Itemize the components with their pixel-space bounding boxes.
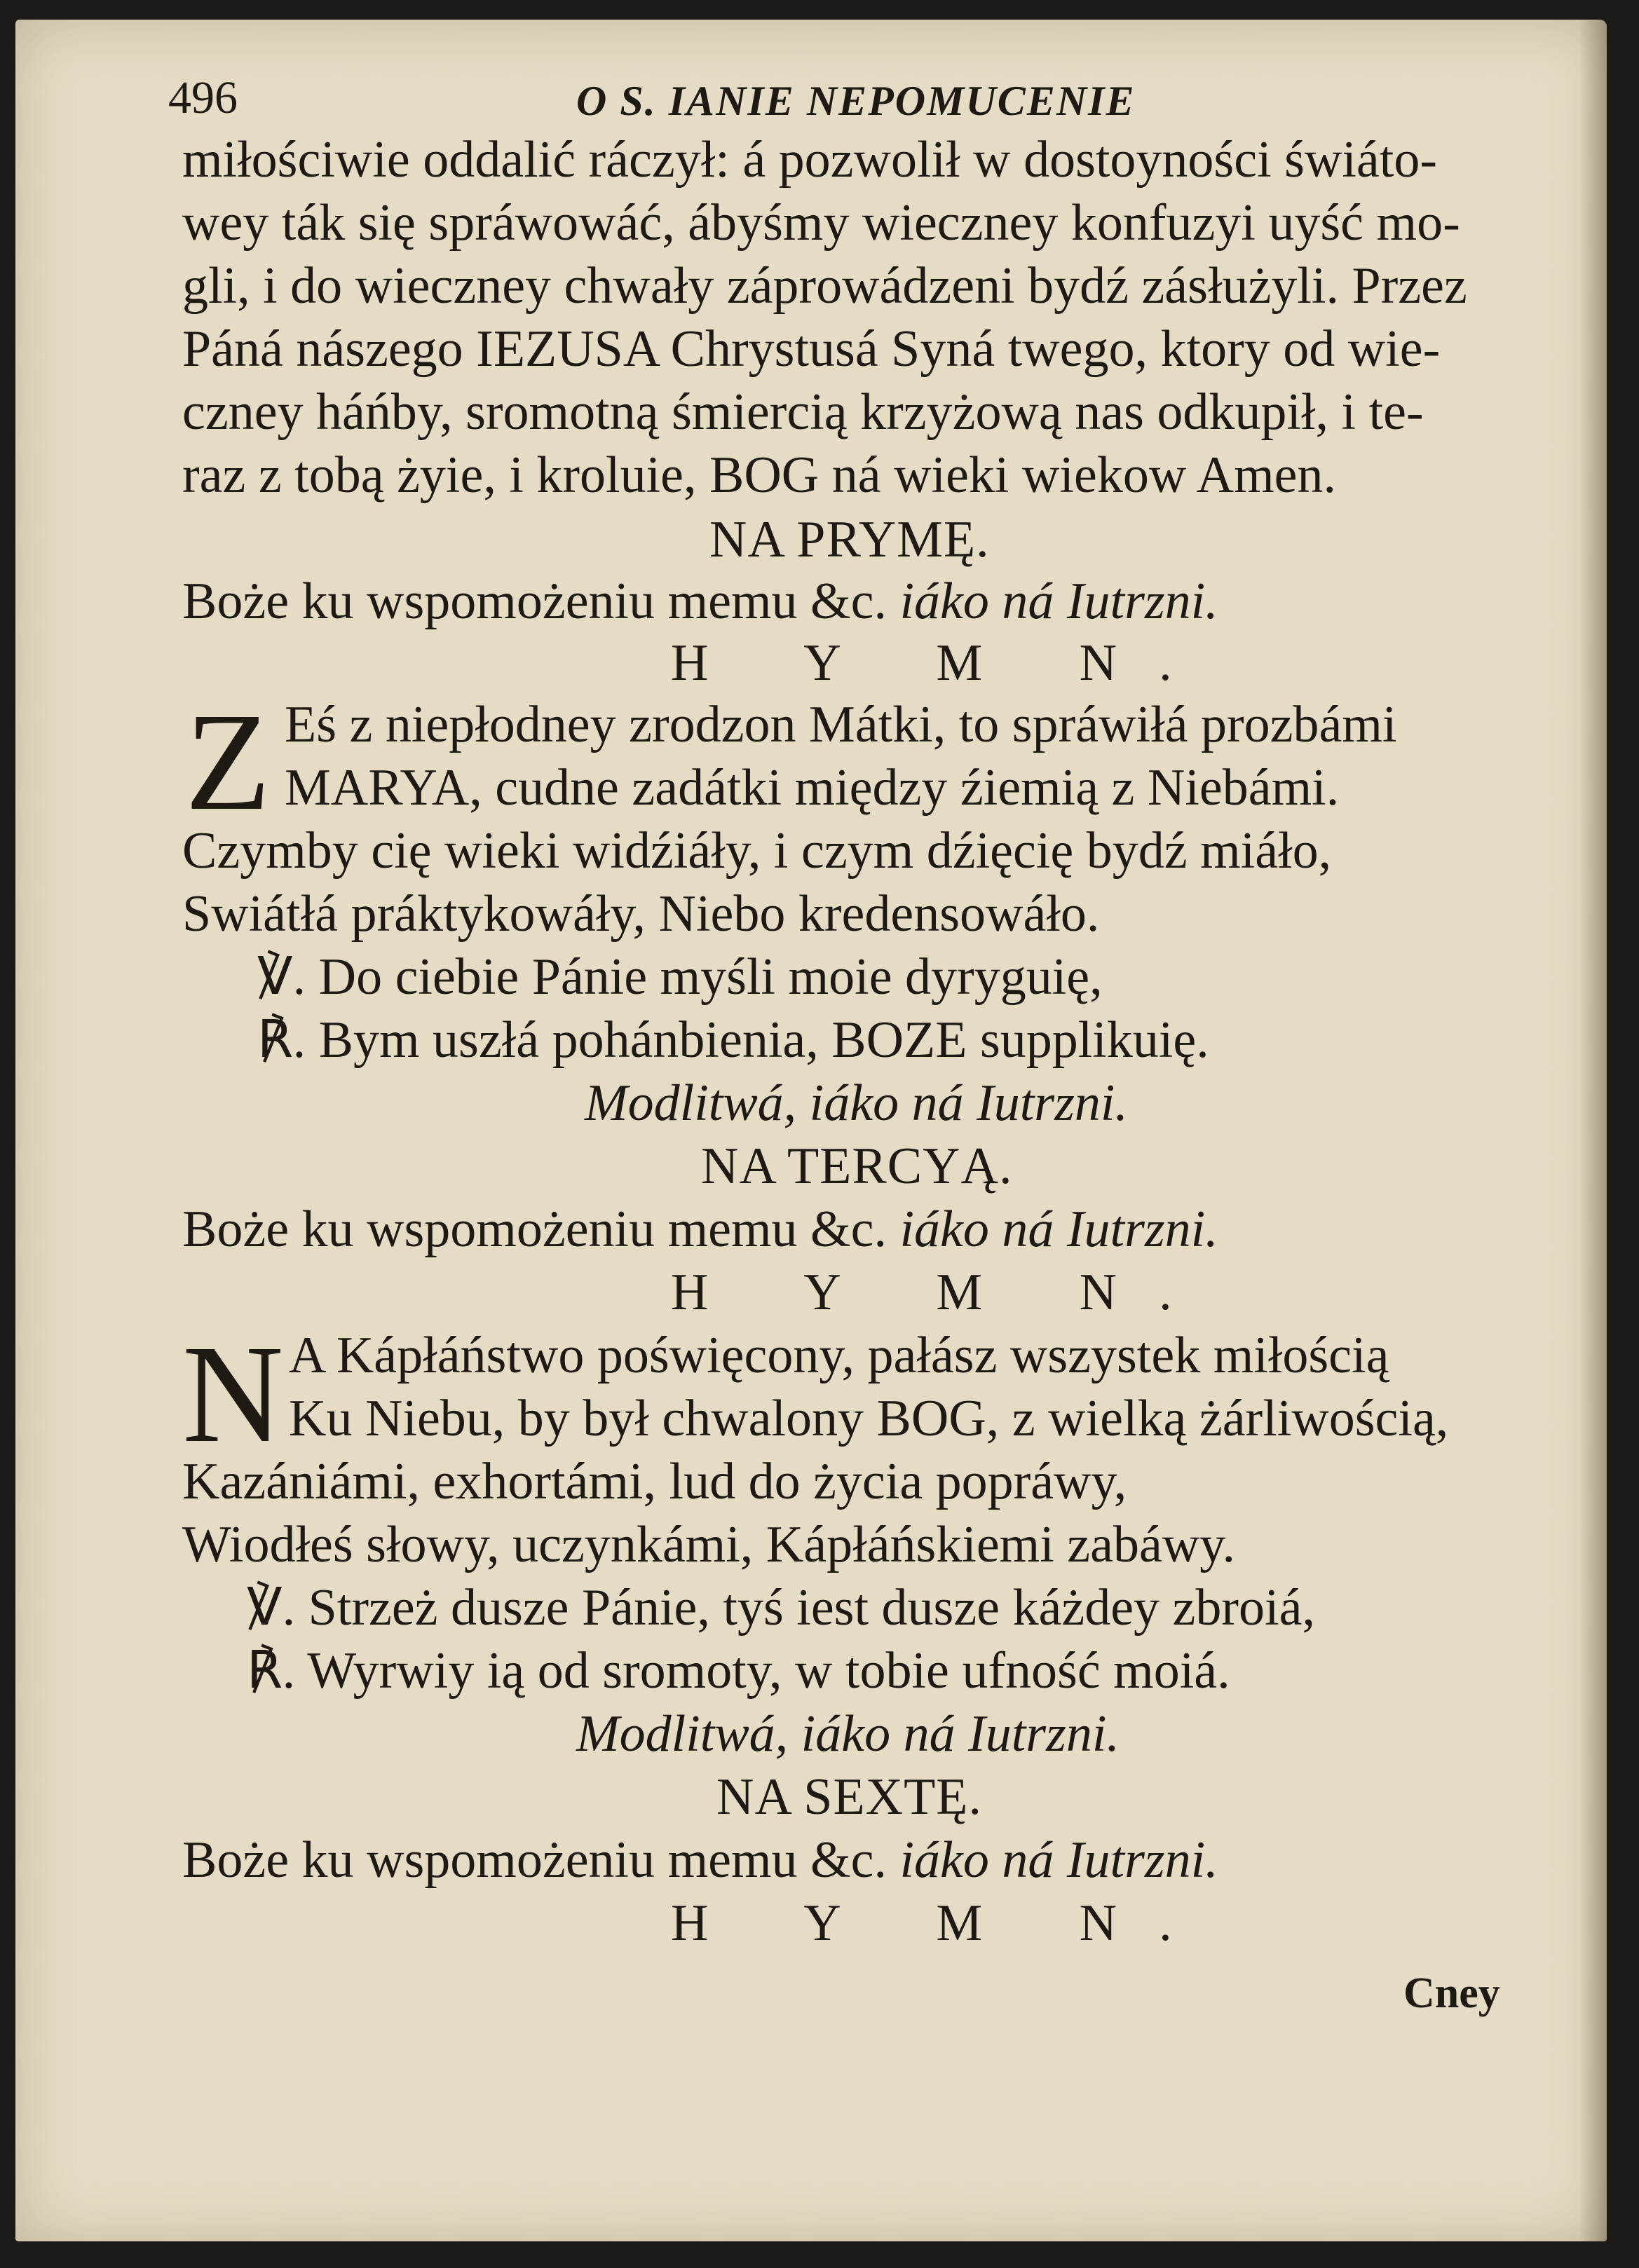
intro-line-tercja [182, 1201, 1218, 1257]
intro-text: Boże ku wspomożeniu memu &c. [182, 573, 887, 630]
intro-text: Boże ku wspomożeniu memu &c. [182, 1201, 887, 1258]
hymn-line: MARYA, cudne zadátki między źiemią z Niebámi. [285, 759, 1340, 817]
intro-text: Boże ku wspomożeniu memu &c. [182, 1831, 887, 1889]
prose-line: wey ták się spráwowáć, ábyśmy wieczney konfuzyi uyść mo- [182, 194, 1460, 252]
section-heading-tercja: NA TERCYĄ. [701, 1138, 1013, 1195]
prose-line: Páná nászego IEZUSA Chrystusá Syná twego, ktory od wie- [182, 320, 1441, 378]
section-heading-pryma: NA PRYMĘ. [709, 511, 990, 568]
hymn-line: Wiodłeś słowy, uczynkámi, Kápłáńskiemi zabáwy. [182, 1516, 1235, 1573]
page-text [15, 20, 1607, 2241]
intro-italic: iáko ná Iutrzni. [899, 1201, 1218, 1258]
running-title: O S. IANIE NEPOMUCENIE [576, 78, 1136, 124]
drop-cap-z: Z [185, 685, 271, 840]
prayer-note: Modlitwá, iáko ná Iutrzni. [585, 1074, 1128, 1132]
hymn-title-sexta: H Y M N. [671, 1894, 1214, 1952]
versicle: ℣. Do ciebie Pánie myśli moie dyryguię, [257, 948, 1103, 1006]
intro-italic: iáko ná Iutrzni. [899, 573, 1218, 630]
hymn-line: Czymby cię wieki widźiáły, i czym dźięcię bydź miáło, [182, 822, 1332, 880]
hymn-line: Ku Niebu, by był chwalony BOG, z wielką żárliwością, [289, 1390, 1449, 1447]
intro-line-pryma [182, 573, 1218, 629]
hymn-line: Eś z niepłodney zrodzon Mátki, to spráwiłá prozbámi [285, 696, 1397, 753]
prose-line: miłościwie oddalić ráczył: á pozwolił w dostoyności świáto- [182, 131, 1437, 189]
book-page [15, 20, 1607, 2241]
section-heading-sexta: NA SEXTĘ. [716, 1768, 982, 1826]
catchword: Cney [1403, 1969, 1500, 2017]
drop-cap-n: N [182, 1317, 284, 1472]
prose-line: raz z tobą żyie, i kroluie, BOG ná wieki wiekow Amen. [182, 446, 1337, 504]
intro-line-sexta [182, 1832, 1218, 1888]
hymn-line: Swiátłá práktykowáły, Niebo kredensowáło. [182, 885, 1100, 943]
response: ℟. Wyrwiy ią od sromoty, w tobie ufność moiá. [247, 1642, 1230, 1700]
response: ℟. Bym uszłá pohánbienia, BOZE supplikuię. [257, 1011, 1209, 1069]
prose-line: czney háńby, sromotną śmiercią krzyżową nas odkupił, i te- [182, 383, 1424, 441]
hymn-line: A Kápłáństwo poświęcony, pałász wszystek miłością [289, 1327, 1389, 1384]
hymn-line: Kazániámi, exhortámi, lud do życia popráwy, [182, 1453, 1127, 1510]
intro-italic: iáko ná Iutrzni. [899, 1831, 1218, 1889]
page-number: 496 [168, 72, 238, 123]
hymn-title-pryma: H Y M N. [671, 634, 1214, 692]
prose-line: gli, i do wieczney chwały záprowádzeni bydź zásłużyli. Przez [182, 257, 1467, 315]
versicle: ℣. Strzeż dusze Pánie, tyś iest dusze káżdey zbroiá, [247, 1579, 1315, 1637]
hymn-title-tercja: H Y M N. [671, 1264, 1214, 1321]
prayer-note: Modlitwá, iáko ná Iutrzni. [576, 1705, 1120, 1763]
